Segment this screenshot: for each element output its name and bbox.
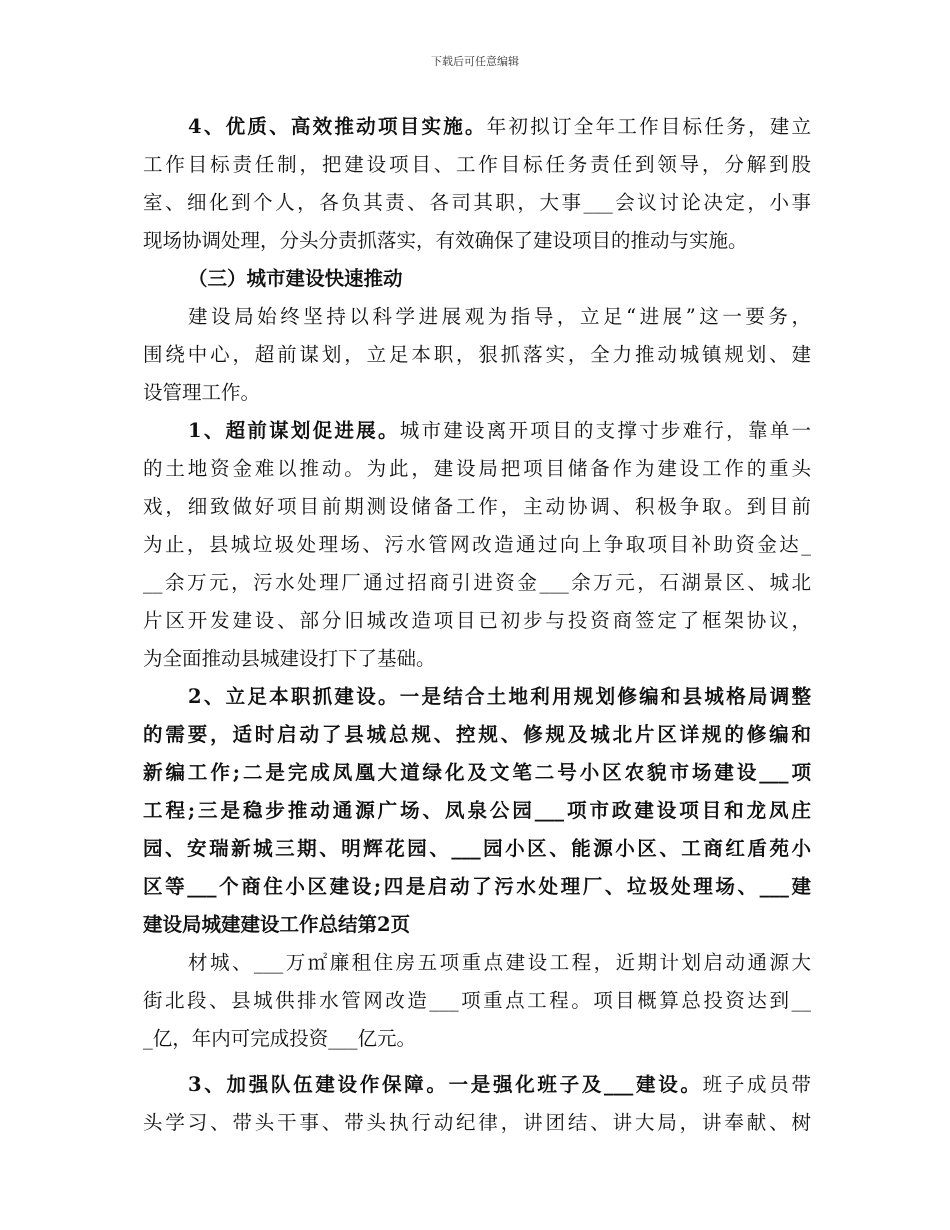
text-run: 片区开发建设、部分旧城改造项目已初步与投资商签定了框架协议， — [143, 609, 811, 632]
text-run: 年初拟订全年工作目标任务，建立 — [486, 115, 811, 138]
text-run: 建设局始终坚持以科学进展观为指导，立足“进展”这一要务， — [188, 305, 811, 328]
paragraph-line — [143, 108, 811, 146]
paragraph-line — [143, 412, 811, 450]
text-run: 街北段、县城供排水管网改造___项重点工程。项目概算总投资达到__ — [143, 989, 811, 1012]
paragraph-line — [143, 1020, 811, 1058]
page-break-label — [143, 906, 811, 944]
bold-run: 的需要，适时启动了县城总规、控规、修规及城北片区详规的修编和 — [143, 723, 811, 746]
text-run: 城市建设离开项目的支撑寸步难行，靠单一 — [399, 419, 811, 442]
page-header: 下载后可任意编辑 — [431, 55, 519, 68]
paragraph-line — [143, 564, 811, 602]
bold-run: 3、加强队伍建设作保障。一是强化班子及___建设。 — [188, 1073, 703, 1096]
text-run: 现场协调处理，分头分责抓落实，有效确保了建设项目的推动与实施。 — [143, 229, 748, 252]
text-run: 为止，县城垃圾处理场、污水管网改造通过向上争取项目补助资金达_ — [143, 533, 811, 556]
paragraph-line — [143, 488, 811, 526]
paragraph-line — [143, 716, 811, 754]
bold-run: 2、立足本职抓建设。一是结合土地利用规划修编和县城格局调整 — [188, 685, 811, 708]
paragraph-line — [143, 792, 811, 830]
text-run: __余万元，污水处理厂通过招商引进资金___余万元，石湖景区、城北 — [143, 571, 811, 594]
text-run: 材城、___万㎡廉租住房五项重点建设工程，近期计划启动通源大 — [188, 951, 811, 974]
paragraph-line — [143, 526, 811, 564]
paragraph-line — [143, 146, 811, 184]
paragraph-line — [143, 754, 811, 792]
paragraph-line — [143, 602, 811, 640]
text-run: 戏，细致做好项目前期测设储备工作，主动协调、积极争取。到目前 — [143, 495, 811, 518]
bold-run: 新编工作;二是完成凤凰大道绿化及文笔二号小区农貌市场建设___项 — [143, 761, 811, 784]
bold-run: 园、安瑞新城三期、明辉花园、___园小区、能源小区、工商红盾苑小 — [143, 837, 811, 860]
bold-run: 1、超前谋划促进展。 — [188, 419, 400, 442]
paragraph-line — [143, 868, 811, 906]
paragraph-line — [143, 1104, 811, 1142]
text-run: _亿，年内可完成投资___亿元。 — [143, 1027, 417, 1050]
text-run: 围绕中心，超前谋划，立足本职，狠抓落实，全力推动城镇规划、建 — [143, 343, 811, 366]
text-run: 班子成员带 — [702, 1073, 811, 1096]
paragraph-line — [143, 298, 811, 336]
section-heading — [143, 260, 811, 298]
paragraph-line — [143, 1066, 811, 1104]
paragraph-line — [143, 830, 811, 868]
text-run: 工作目标责任制，把建设项目、工作目标任务责任到领导，分解到股 — [143, 153, 811, 176]
bold-run: 4、优质、高效推动项目实施。 — [188, 115, 487, 138]
paragraph-line — [143, 222, 811, 260]
bold-run: 区等___个商住小区建设;四是启动了污水处理厂、垃圾处理场、___建 — [143, 875, 811, 898]
paragraph-line — [143, 184, 811, 222]
heading-text: （三）城市建设快速推动 — [188, 267, 403, 290]
text-run: 设管理工作。 — [143, 381, 261, 404]
bold-run: 工程;三是稳步推动通源广场、凤泉公园___项市政建设项目和龙凤庄 — [143, 799, 811, 822]
paragraph-line — [143, 450, 811, 488]
paragraph-line — [143, 374, 811, 412]
paragraph-line — [143, 336, 811, 374]
text-run: 室、细化到个人，各负其责、各司其职，大事___会议讨论决定，小事 — [143, 191, 811, 214]
text-run: 为全面推动县城建设打下了基础。 — [143, 647, 436, 670]
text-run: 的土地资金难以推动。为此，建设局把项目储备作为建设工作的重头 — [143, 457, 811, 480]
text-run: 头学习、带头干事、带头执行动纪律，讲团结、讲大局，讲奉献、树 — [143, 1111, 811, 1134]
document-body — [143, 108, 811, 1142]
paragraph-line — [143, 640, 811, 678]
paragraph-line — [143, 944, 811, 982]
paragraph-line — [143, 982, 811, 1020]
bold-run: 建设局城建建设工作总结第2页 — [143, 913, 411, 936]
paragraph-line — [143, 678, 811, 716]
